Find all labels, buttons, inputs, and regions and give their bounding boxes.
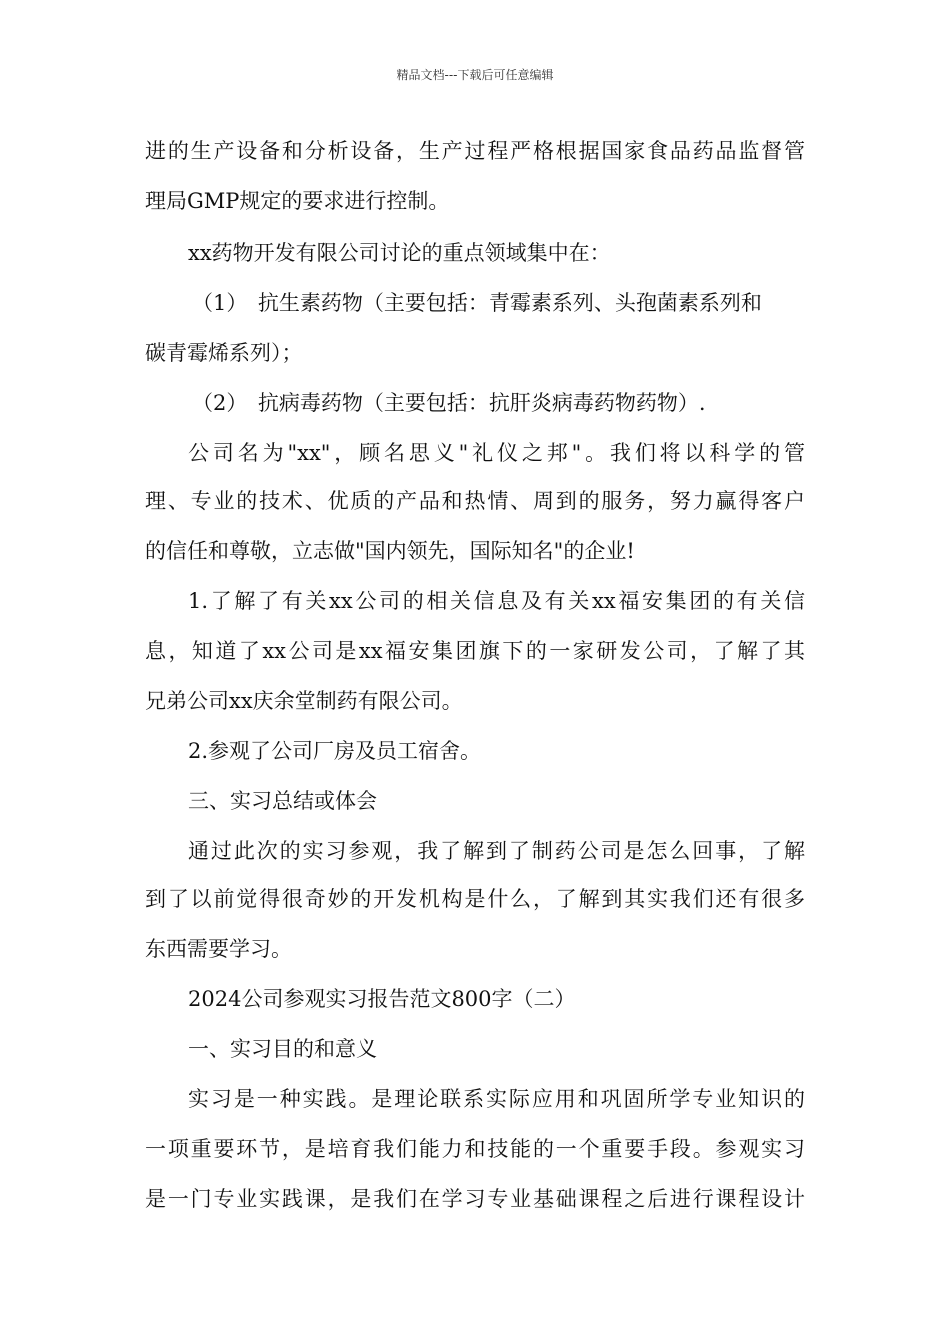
list-item-line: （1） 抗生素药物（主要包括：青霉素系列、头孢菌素系列和 xyxy=(192,291,762,315)
article-title: 2024公司参观实习报告范文800字（二） xyxy=(188,987,576,1011)
paragraph-line: 是一门专业实践课，是我们在学习专业基础课程之后进行课程设计 xyxy=(145,1187,805,1211)
paragraph-line: 理局GMP规定的要求进行控制。 xyxy=(145,189,450,213)
paragraph-line: 1.了解了有关xx公司的相关信息及有关xx福安集团的有关信 xyxy=(188,589,805,613)
paragraph-line: 东西需要学习。 xyxy=(145,937,292,961)
paragraph-line: 一项重要环节，是培育我们能力和技能的一个重要手段。参观实习 xyxy=(145,1137,805,1161)
section-heading: 三、实习总结或体会 xyxy=(188,789,377,813)
paragraph-line: 兄弟公司xx庆余堂制药有限公司。 xyxy=(145,689,463,713)
paragraph-line: 公司名为"xx"，顾名思义"礼仪之邦"。我们将以科学的管 xyxy=(188,441,805,465)
page-header: 精品文档---下载后可任意编辑 xyxy=(396,68,554,82)
list-item-line: （2） 抗病毒药物（主要包括：抗肝炎病毒药物药物）. xyxy=(192,391,706,415)
paragraph-line: 到了以前觉得很奇妙的开发机构是什么，了解到其实我们还有很多 xyxy=(145,887,805,911)
paragraph-line: 理、专业的技术、优质的产品和热情、周到的服务，努力赢得客户 xyxy=(145,489,805,513)
section-heading: 一、实习目的和意义 xyxy=(188,1037,377,1061)
paragraph-line: 通过此次的实习参观，我了解到了制药公司是怎么回事，了解 xyxy=(188,839,805,863)
paragraph-line: 进的生产设备和分析设备，生产过程严格根据国家食品药品监督管 xyxy=(145,139,805,163)
paragraph-line: 的信任和尊敬，立志做"国内领先，国际知名"的企业! xyxy=(145,539,635,563)
paragraph-line: xx药物开发有限公司讨论的重点领域集中在： xyxy=(188,241,611,265)
paragraph-line: 2.参观了公司厂房及员工宿舍。 xyxy=(188,739,482,763)
paragraph-line: 实习是一种实践。是理论联系实际应用和巩固所学专业知识的 xyxy=(188,1087,805,1111)
paragraph-line: 息，知道了xx公司是xx福安集团旗下的一家研发公司，了解了其 xyxy=(145,639,805,663)
list-item-line: 碳青霉烯系列）； xyxy=(145,341,303,365)
